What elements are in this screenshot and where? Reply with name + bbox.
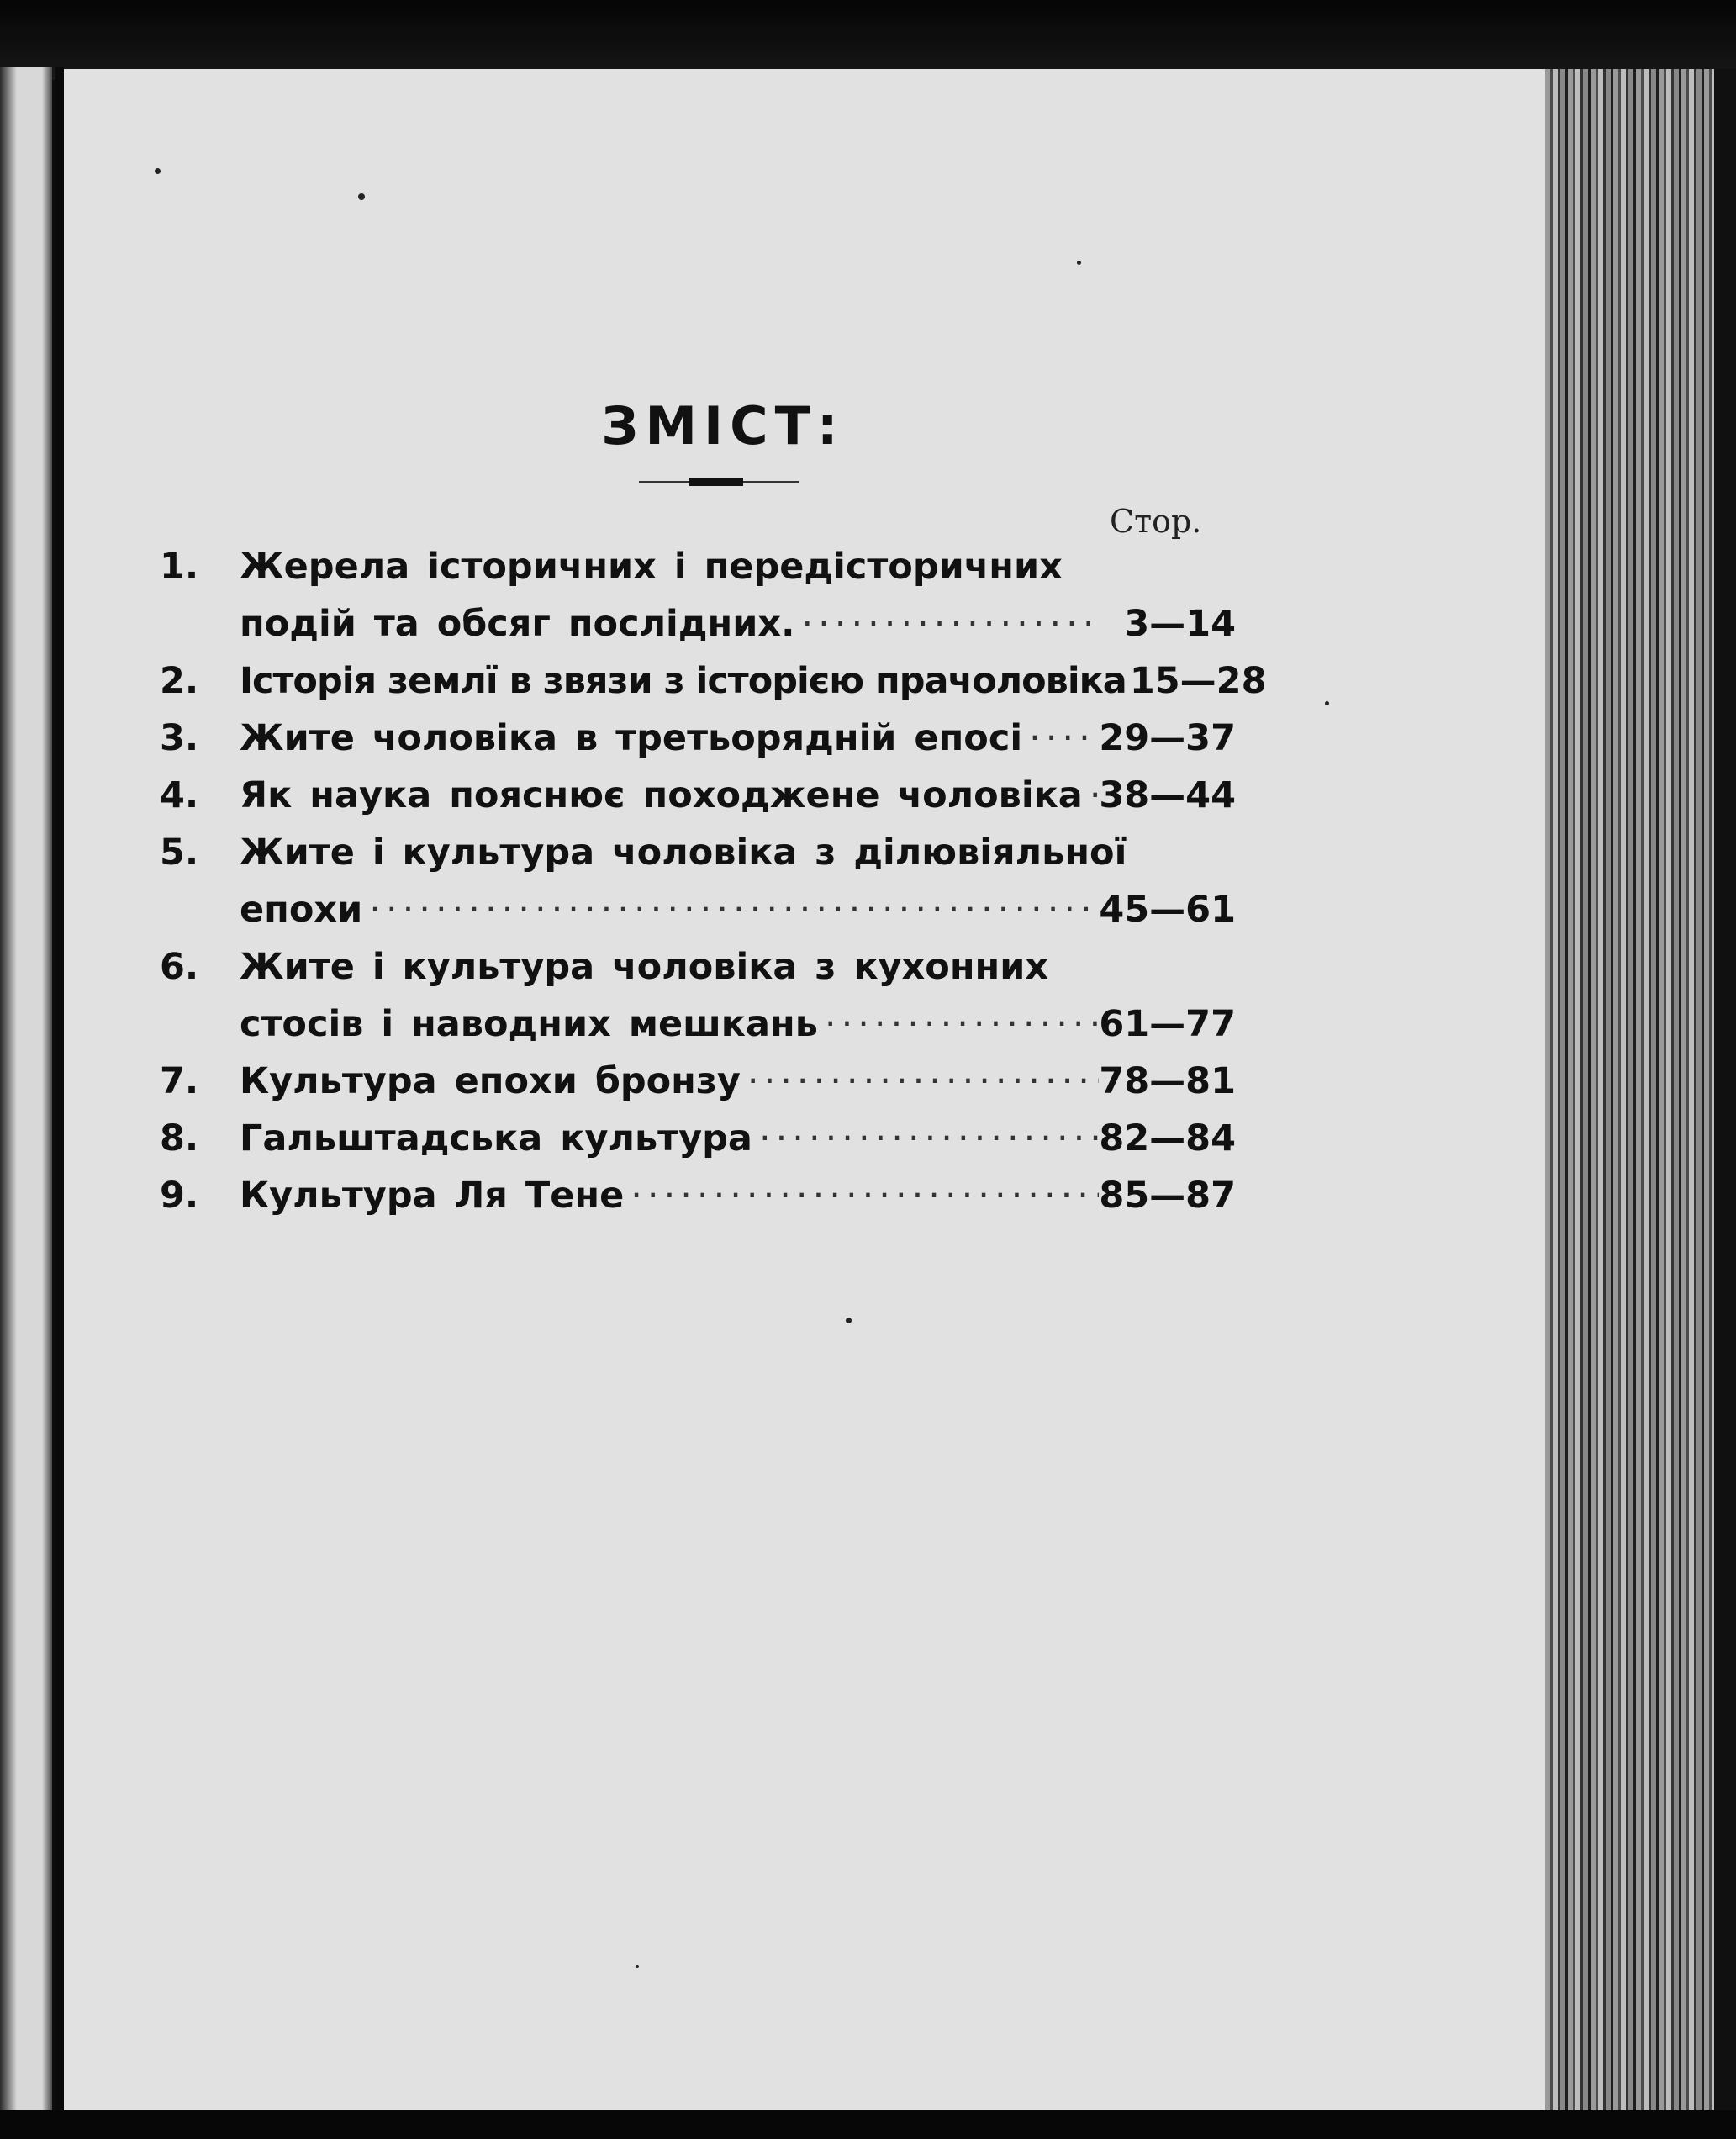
entry-pages: 15—28: [1129, 660, 1267, 702]
toc-entry: [160, 710, 1236, 767]
paper-speck: [155, 168, 161, 174]
toc-entry: [160, 1167, 1236, 1224]
page-stack-edge: [1545, 69, 1736, 2110]
dot-leader: [752, 1110, 1099, 1167]
paper-speck: [358, 193, 365, 200]
entry-pages: 78—81: [1099, 1060, 1236, 1102]
entry-title-line: Культура епохи бронзу: [240, 1060, 741, 1102]
facing-page-strip: [0, 67, 52, 2110]
entry-pages: 45—61: [1099, 889, 1236, 931]
entry-title-line: Культура Ля Тене: [240, 1175, 625, 1217]
paper-speck: [846, 1318, 852, 1323]
binding-shadow: [55, 67, 64, 2110]
entry-title-line: подій та обсяг послідних.: [240, 603, 795, 645]
entry-title-line: Жите чоловіка в третьорядній епосі: [240, 717, 1023, 759]
entry-number: 5.: [160, 832, 199, 874]
entry-number: 1.: [160, 546, 199, 588]
paper-speck: [636, 1965, 639, 1968]
paper-speck: [1325, 701, 1329, 705]
entry-title-line: Як наука пояснює походжене чоловіка: [240, 774, 1083, 816]
toc-entry: [160, 824, 1236, 938]
entry-number: 9.: [160, 1175, 199, 1217]
toc-entry: [160, 767, 1236, 824]
toc-entry: [160, 1110, 1236, 1167]
scan-top-edge: [0, 0, 1736, 80]
entry-title-line: Гальштадська культура: [240, 1117, 752, 1159]
entry-number: 2.: [160, 660, 199, 702]
dot-leader: [818, 996, 1099, 1053]
entry-pages: 29—37: [1099, 717, 1236, 759]
toc-entry: [160, 538, 1236, 652]
dot-leader: [741, 1053, 1099, 1110]
entry-pages: 85—87: [1099, 1175, 1236, 1217]
dot-leader: [1022, 710, 1099, 767]
entry-pages: 82—84: [1099, 1117, 1236, 1159]
dot-leader: [794, 595, 1101, 652]
title-ornament-rule: [639, 481, 799, 483]
scan-bottom-edge: [0, 2110, 1736, 2139]
dot-leader: [624, 1167, 1099, 1224]
pages-column-header: Стор.: [1110, 503, 1202, 540]
entry-title-line: Жерела історичних і передісторичних: [240, 546, 1063, 588]
page-title: ЗМІСТ:: [601, 395, 845, 457]
entry-pages: 3—14: [1124, 603, 1236, 645]
entry-title-line: Жите і культура чоловіка з ділювіяльної: [240, 832, 1127, 874]
entry-number: 4.: [160, 774, 199, 816]
entry-pages: 61—77: [1099, 1003, 1236, 1045]
entry-title-line: епохи: [240, 889, 363, 931]
entry-number: 8.: [160, 1117, 199, 1159]
entry-number: 6.: [160, 946, 199, 988]
toc-entry: [160, 938, 1236, 1053]
dot-leader: [362, 881, 1099, 938]
entry-title-line: Історія землї в звязи з історією прачоловіка: [240, 660, 1127, 702]
dot-leader: [1083, 767, 1099, 824]
entry-number: 7.: [160, 1060, 199, 1102]
entry-title-line: стосів і наводних мешкань: [240, 1003, 818, 1045]
entry-number: 3.: [160, 717, 199, 759]
entry-pages: 38—44: [1099, 774, 1236, 816]
toc-entry: [160, 652, 1267, 710]
paper-speck: [1077, 261, 1081, 265]
toc-entry: [160, 1053, 1236, 1110]
entry-title-line: Жите і культура чоловіка з кухонних: [240, 946, 1049, 988]
